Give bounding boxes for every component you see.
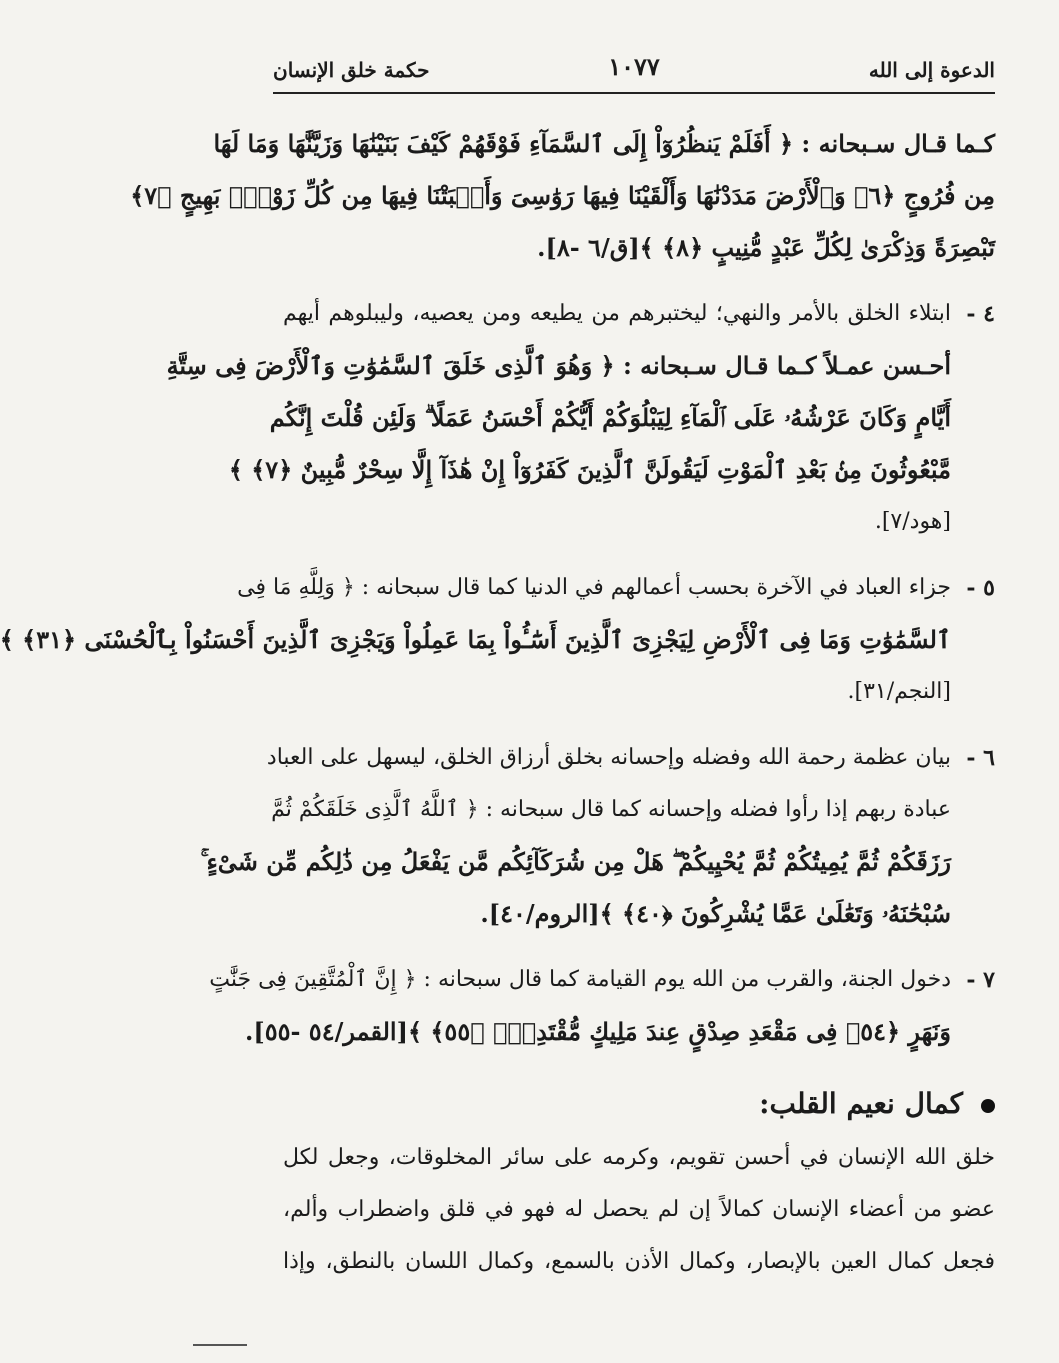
- text-line: أَيَّامٍ وَكَانَ عَرْشُهُۥ عَلَى ٱلْمَآءِ لِيَبْلُوَكُمْ أَيُّكُمْ أَحْسَنُ عَمَلًا ۗ وَلَئِن قُلْتَ إِنَّكُم: [269, 403, 951, 432]
- text-line: سُبْحَٰنَهُۥ وَتَعَٰلَىٰ عَمَّا يُشْرِكُونَ ﴿٤٠﴾ ﴾[الروم/٤٠].: [480, 899, 951, 928]
- text-line: أحـسن عمـلاً كـما قـال سـبحانه : ﴿ وَهُوَ ٱلَّذِى خَلَقَ ٱلسَّمَٰوَٰتِ وَٱلْأَرْضَ فِى سِتَّةِ: [166, 351, 951, 380]
- chapter-title: حكمة خلق الإنسان: [273, 58, 430, 82]
- list-item-7: [209, 954, 995, 1058]
- text-line: كـما قـال سـبحانه : ﴿ أَفَلَمْ يَنظُرُوٓاْ إِلَى ٱلسَّمَآءِ فَوْقَهُمْ كَيْفَ بَنَيْنَٰهَا وَزَيَّنَّٰهَا وَمَا لَهَا: [213, 129, 995, 158]
- text-line: تَبْصِرَةً وَذِكْرَىٰ لِكُلِّ عَبْدٍ مُّنِيبٍ ﴿٨﴾ ﴾[ق/٦ -٨].: [537, 233, 995, 262]
- text-line: مِن فُرُوجٍ ﴿٦﴾ وَٱلْأَرْضَ مَدَدْنَٰهَا وَأَلْقَيْنَا فِيهَا رَوَٰسِىَ وَأَنۢبَتْنَا فِيهَا مِن كُلِّ زَوْجٍۭ بَهِيجٍ ﴿٧﴾: [130, 181, 995, 210]
- text-line: دخول الجنة، والقرب من الله يوم القيامة كما قال سبحانه : ﴿ إِنَّ ٱلْمُتَّقِينَ فِى جَنَّٰتٍ: [209, 967, 951, 992]
- citation: [النجم/٣١].: [847, 679, 951, 704]
- text-line: ابتلاء الخلق بالأمر والنهي؛ ليختبرهم من يطيعه ومن يعصيه، وليبلوهم أيهم: [283, 301, 951, 326]
- page-body: [0, 118, 996, 1288]
- list-item-6: [200, 732, 995, 940]
- text-line: عبادة ربهم إذا رأوا فضله وإحسانه كما قال سبحانه : ﴿ ٱللَّهُ ٱلَّذِى خَلَقَكُمْ ثُمَّ: [271, 797, 951, 822]
- text-line: خلق الله الإنسان في أحسن تقويم، وكرمه على سائر المخلوقات، وجعل لكل: [283, 1145, 996, 1170]
- scan-mark: [193, 1344, 247, 1346]
- text-line: فجعل كمال العين بالإبصار، وكمال الأذن بالسمع، وكمال اللسان بالنطق، وإذا: [283, 1249, 995, 1274]
- section-heading: [283, 1076, 995, 1132]
- text-line: بيان عظمة رحمة الله وفضله وإحسانه بخلق أرزاق الخلق، ليسهل على العباد: [266, 745, 951, 770]
- section-heading-text: كمال نعيم القلب:: [759, 1087, 963, 1120]
- text-line: ٱلسَّمَٰوَٰتِ وَمَا فِى ٱلْأَرْضِ لِيَجْزِىَ ٱلَّذِينَ أَسَٰٓـُٔواْ بِمَا عَمِلُواْ وَيَجْزِىَ ٱلَّذِينَ أَحْسَنُواْ بِٱلْحُسْنَى ﴿٣١﴾ ﴾: [0, 625, 951, 654]
- item-number: ٤ -: [966, 301, 995, 327]
- item-number: ٦ -: [966, 745, 995, 771]
- text-line: عضو من أعضاء الإنسان كمالاً إن لم يحصل له فهو في قلق واضطراب وألم،: [283, 1197, 995, 1222]
- text-line: مَّبْعُوثُونَ مِنۢ بَعْدِ ٱلْمَوْتِ لَيَقُولَنَّ ٱلَّذِينَ كَفَرُوٓاْ إِنْ هَٰذَآ إِلَّا سِحْرٌ مُّبِينٌ ﴿٧﴾ ﴾: [228, 455, 951, 484]
- list-item-5: [0, 562, 995, 718]
- item-number: ٧ -: [966, 967, 995, 993]
- bullet-icon: [981, 1099, 995, 1113]
- section-paragraph: [283, 1132, 995, 1288]
- citation: [هود/٧].: [874, 509, 951, 534]
- text-line: وَنَهَرٍ ﴿٥٤﴾ فِى مَقْعَدِ صِدْقٍ عِندَ مَلِيكٍ مُّقْتَدِرٍۭ ﴿٥٥﴾ ﴾[القمر/٥٤ -٥٥].: [244, 1017, 951, 1046]
- book-title: الدعوة إلى الله: [868, 58, 995, 82]
- running-header: [273, 52, 995, 94]
- item-number: ٥ -: [966, 575, 995, 601]
- text-line: رَزَقَكُمْ ثُمَّ يُمِيتُكُمْ ثُمَّ يُحْيِيكُمْ ۖ هَلْ مِن شُرَكَآئِكُم مَّن يَفْعَلُ مِن ذَٰلِكُم مِّن شَىْءٍ ۚ: [200, 847, 951, 876]
- page-number: ١٠٧٧: [608, 52, 660, 81]
- intro-paragraph: [130, 118, 995, 274]
- text-line: جزاء العباد في الآخرة بحسب أعمالهم في الدنيا كما قال سبحانه : ﴿ وَلِلَّهِ مَا فِى: [237, 575, 951, 600]
- list-item-4: [166, 288, 995, 548]
